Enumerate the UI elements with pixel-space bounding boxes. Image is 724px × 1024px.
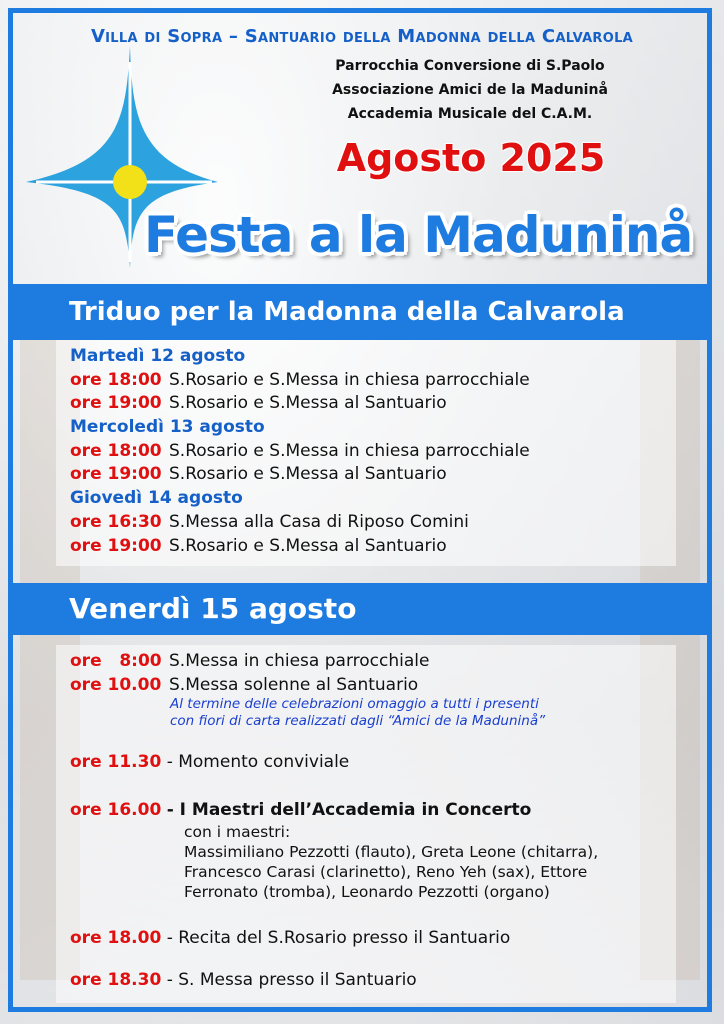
month-year: Agosto 2025 — [336, 136, 606, 180]
time-label: ore 19:00 — [70, 393, 162, 414]
musicians-line: Ferronato (tromba), Leonardo Pezzotti (organo) — [184, 883, 550, 901]
organizer-association: Associazione Amici de la Maduninå — [332, 82, 608, 98]
schedule-row — [70, 391, 530, 415]
event-text: S.Rosario e S.Messa al Santuario — [169, 464, 447, 485]
schedule-row — [70, 439, 530, 463]
event-text: S.Rosario e S.Messa al Santuario — [169, 535, 447, 556]
time-label: ore 18.30 — [70, 970, 162, 990]
time-label: ore 11.30 — [70, 752, 162, 772]
schedule-row — [70, 673, 545, 697]
event-text: - I Maestri dell’Accademia in Concerto — [166, 800, 532, 820]
musicians-line: Francesco Carasi (clarinetto), Reno Yeh (sax), Ettore — [184, 863, 588, 881]
triduo-heading: Triduo per la Madonna della Calvarola — [13, 284, 711, 340]
event-text: S.Rosario e S.Messa al Santuario — [169, 393, 447, 414]
schedule-row — [70, 462, 530, 486]
event-text: - S. Messa presso il Santuario — [166, 970, 417, 990]
schedule-row — [70, 368, 530, 392]
event-text: S.Messa in chiesa parrocchiale — [169, 651, 430, 671]
time-label: ore 18:00 — [70, 369, 162, 390]
location-header: Villa di Sopra – Santuario della Madonna della Calvarola — [90, 26, 634, 47]
schedule-row — [70, 752, 349, 772]
note-line: con fiori di carta realizzati dagli “Amici de la Maduninå” — [170, 713, 546, 730]
triduo-schedule — [70, 344, 530, 557]
main-day-heading: Venerdì 15 agosto — [13, 583, 711, 635]
organizer-parish: Parrocchia Conversione di S.Paolo — [335, 58, 605, 74]
time-label: ore 19:00 — [70, 535, 162, 556]
event-text: S.Rosario e S.Messa in chiesa parrocchiale — [169, 440, 530, 461]
day-label: Martedì 12 agosto — [70, 346, 246, 366]
schedule-row — [70, 928, 510, 948]
event-text: S.Messa solenne al Santuario — [169, 674, 419, 695]
poster-title: Festa a la Maduninå — [144, 206, 693, 264]
musicians-line: Massimiliano Pezzotti (flauto), Greta Leone (chitarra), — [184, 843, 599, 861]
time-label: ore 18:00 — [70, 440, 162, 461]
musicians-list — [184, 822, 598, 902]
organizer-academy: Accademia Musicale del C.A.M. — [347, 106, 593, 122]
time-label: ore 18.00 — [70, 928, 162, 948]
time-label: ore 16.00 — [70, 800, 162, 820]
schedule-row — [70, 510, 530, 534]
note-line: Al termine delle celebrazioni omaggio a tutti i presenti — [170, 696, 539, 713]
event-text: - Momento conviviale — [166, 752, 350, 772]
event-text: S.Rosario e S.Messa in chiesa parrocchiale — [169, 369, 530, 390]
schedule-row — [70, 970, 417, 990]
day-label: Giovedì 14 agosto — [70, 488, 243, 509]
time-label: ore 10.00 — [70, 674, 162, 695]
schedule-row — [70, 534, 530, 558]
time-label: ore 16:30 — [70, 511, 162, 532]
musicians-line: con i maestri: — [184, 823, 291, 841]
main-day-morning — [70, 649, 545, 730]
schedule-row — [70, 649, 545, 673]
event-text: S.Messa alla Casa di Riposo Comini — [169, 511, 469, 532]
event-text: - Recita del S.Rosario presso il Santuario — [166, 928, 511, 948]
time-label: ore 19:00 — [70, 464, 162, 485]
day-label: Mercoledì 13 agosto — [70, 417, 265, 438]
schedule-row — [70, 800, 531, 820]
time-label: ore 8:00 — [70, 651, 162, 671]
